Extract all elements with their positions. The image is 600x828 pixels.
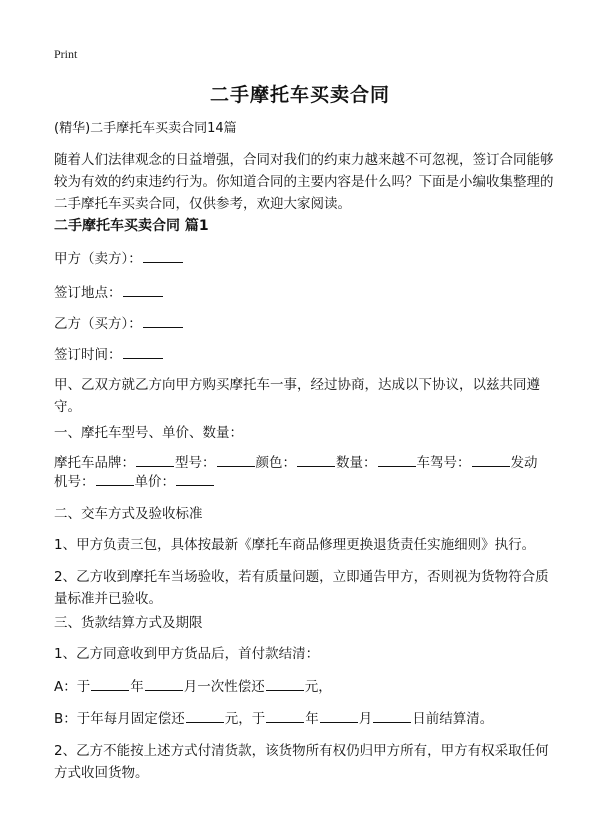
option-b-end: 日前结算清。: [412, 711, 494, 727]
brand-blank: [136, 452, 174, 467]
signing-time-blank: [123, 344, 163, 359]
option-a-amount-blank: [266, 676, 304, 691]
party-b-blank: [143, 313, 183, 328]
price-blank: [176, 471, 214, 486]
signing-time-label: 签订时间：: [54, 347, 122, 363]
signing-place-label: 签订地点：: [54, 285, 122, 301]
party-b-field: [54, 313, 554, 335]
document-subtitle: (精华)二手摩托车买卖合同14篇: [54, 121, 237, 136]
brand-label: 摩托车品牌：: [54, 455, 135, 471]
clause3-item2: 2、乙方不能按上述方式付清货款，该货物所有权仍归甲方所有，甲方有权采取任何方式收回货物。: [54, 743, 549, 781]
option-b-month: 月: [358, 711, 373, 727]
signing-time-field: [54, 344, 554, 366]
signing-place-blank: [123, 282, 163, 297]
license-blank: [472, 452, 510, 467]
clause3-option-b: [54, 708, 554, 730]
quantity-blank: [378, 452, 416, 467]
model-label: 型号：: [175, 455, 216, 471]
clause2-heading: 二、交车方式及验收标准: [54, 506, 203, 522]
engine-label-b: 机号：: [54, 474, 95, 490]
clause1-heading: 一、摩托车型号、单价、数量：: [54, 425, 243, 441]
option-a-month-blank: [145, 676, 183, 691]
party-a-blank: [143, 248, 183, 263]
option-a-year-blank: [91, 676, 129, 691]
option-b-month-blank: [320, 708, 358, 723]
option-b-label: B：于年每月固定偿还: [54, 711, 185, 727]
option-a-year: 年: [130, 679, 144, 695]
clause1-line2: [54, 471, 554, 493]
clause3-item1: 1、乙方同意收到甲方货品后，首付款结清：: [54, 646, 320, 662]
license-label: 车驾号：: [416, 455, 471, 471]
party-b-label: 乙方（买方）：: [54, 316, 142, 332]
color-blank: [297, 452, 335, 467]
clause3-option-a: [54, 676, 554, 698]
agreement-paragraph: 甲、乙双方就乙方向甲方购买摩托车一事，经过协商，达成以下协议，以兹共同遵守。: [54, 377, 540, 415]
option-b-amount-blank: [186, 708, 224, 723]
clause2-item2: 2、乙方收到摩托车当场验收，若有质量问题，立即通告甲方，否则视为货物符合质量标准并已验收。: [54, 569, 549, 607]
section-heading: 二手摩托车买卖合同 篇1: [54, 218, 209, 234]
engine-label-a: 发动: [510, 455, 538, 471]
print-label: Print: [54, 47, 78, 61]
document-title: 二手摩托车买卖合同: [209, 84, 390, 106]
option-a-month: 月一次性偿还: [183, 679, 265, 695]
option-b-year-blank: [266, 708, 304, 723]
model-blank: [217, 452, 255, 467]
signing-place-field: [54, 282, 554, 304]
option-a-yuan: 元，: [304, 679, 332, 695]
price-label: 单价：: [134, 474, 175, 490]
party-a-label: 甲方（卖方）：: [54, 251, 142, 267]
clause2-item1: 1、甲方负责三包，具体按最新《摩托车商品修理更换退货责任实施细则》执行。: [54, 537, 536, 553]
quantity-label: 数量：: [336, 455, 377, 471]
option-a-label: A：于: [54, 679, 91, 695]
party-a-field: [54, 248, 554, 270]
option-b-year: 年: [305, 711, 319, 727]
intro-paragraph: 随着人们法律观念的日益增强，合同对我们的约束力越来越不可忽视，签订合同能够较为有效的约束违约行为。你知道合同的主要内容是什么吗？下面是小编收集整理的二手摩托车买卖合同，仅供参考，欢迎大家阅读。: [54, 152, 554, 212]
option-b-yuan: 元，于: [224, 711, 266, 727]
color-label: 颜色：: [255, 455, 296, 471]
option-b-day-blank: [373, 708, 411, 723]
engine-blank: [96, 471, 134, 486]
clause3-heading: 三、货款结算方式及期限: [54, 615, 203, 631]
